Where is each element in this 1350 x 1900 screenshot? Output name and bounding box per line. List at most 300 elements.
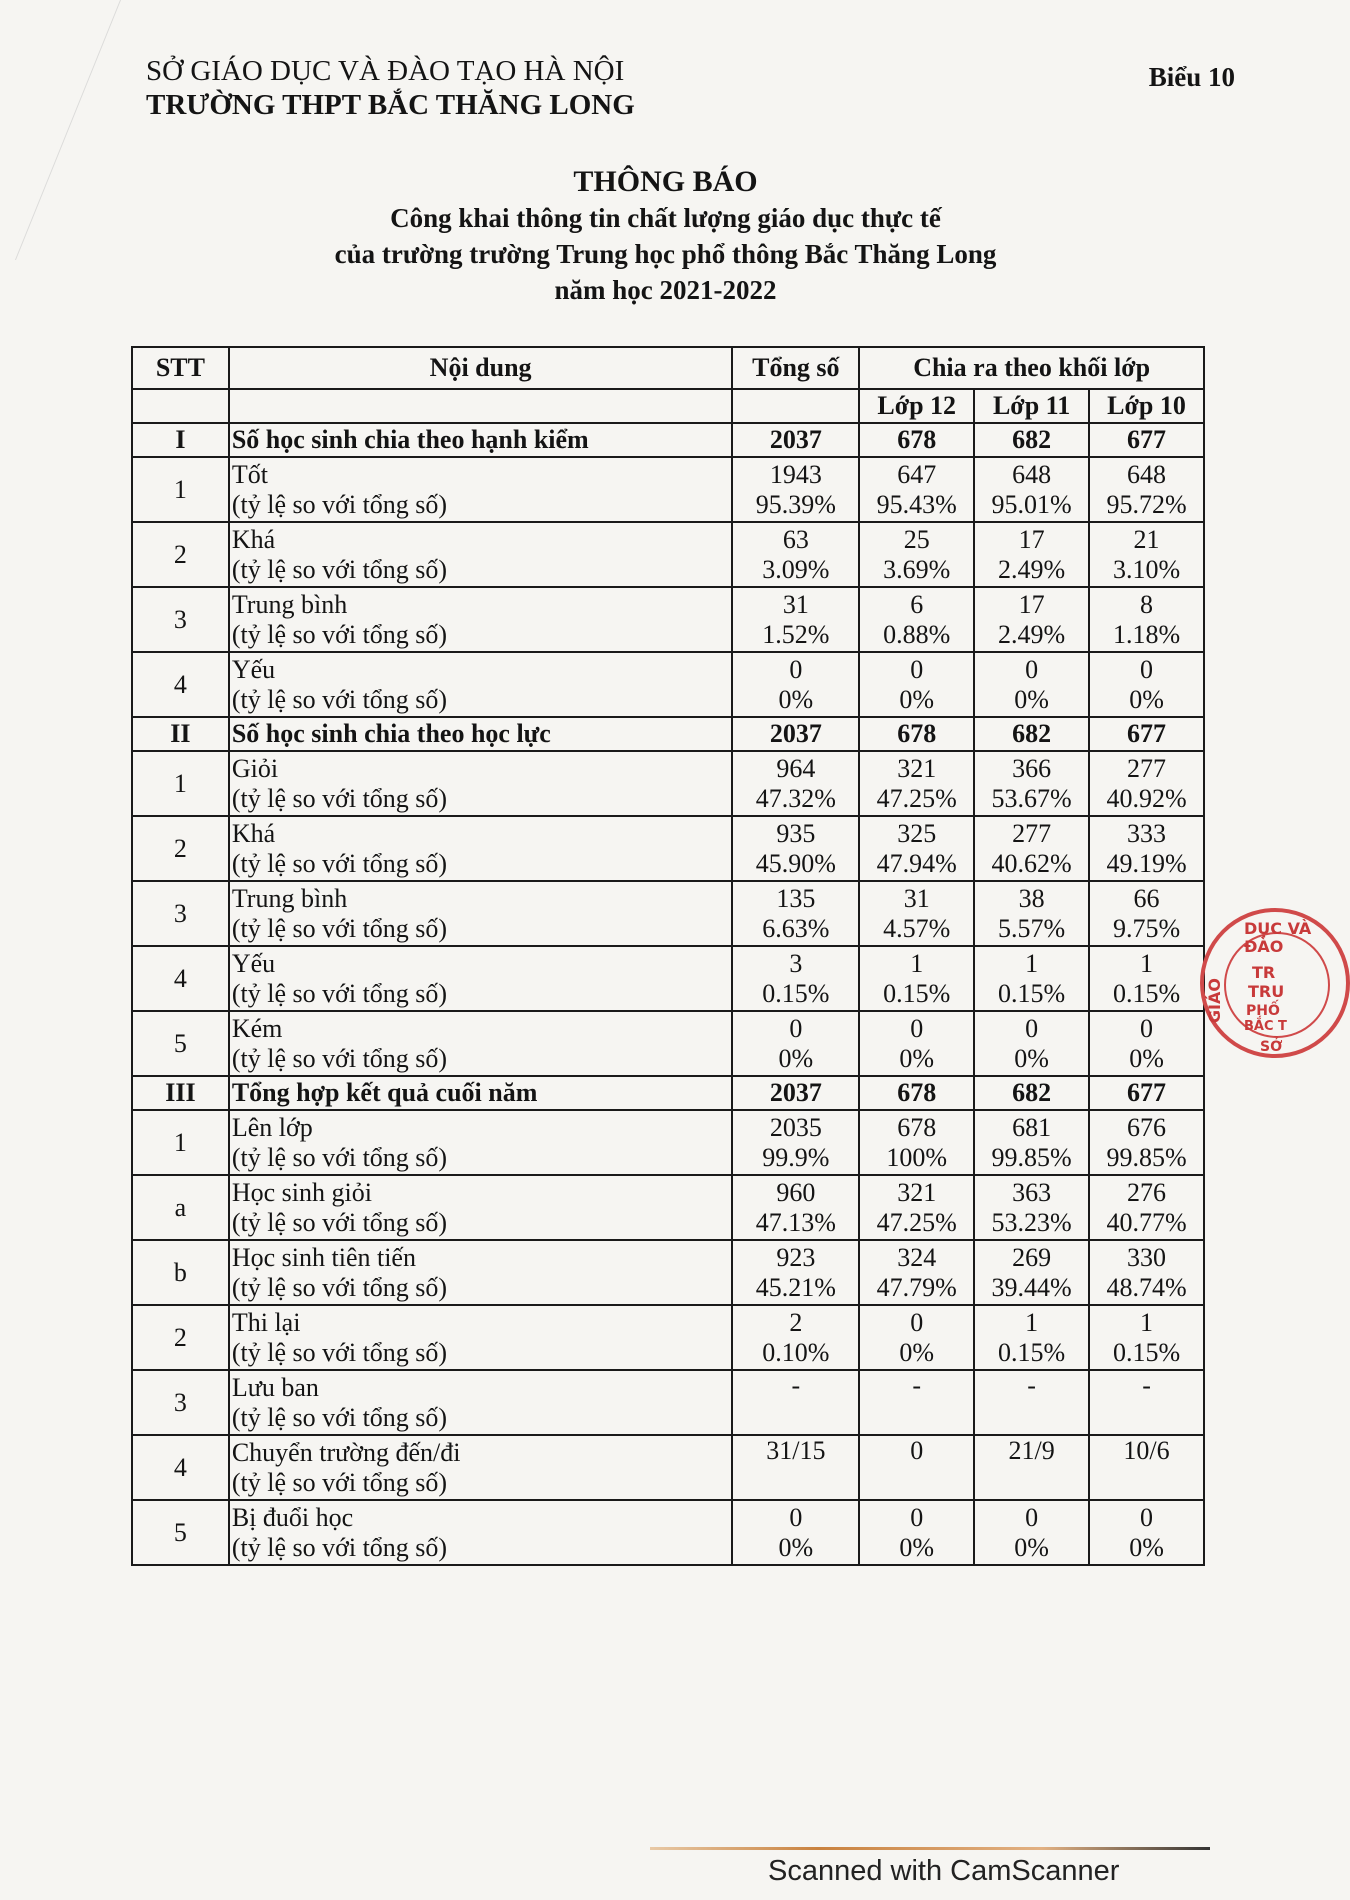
row-grade-cell: [1089, 751, 1204, 816]
table-row: [132, 1240, 1204, 1305]
count-value: 2: [789, 1307, 803, 1337]
row-sublabel: (tỷ lệ so với tổng số): [231, 1207, 448, 1237]
count-value: 325: [897, 818, 937, 848]
row-label: Trung bình: [231, 883, 348, 913]
section-grade-value: 678: [859, 423, 974, 457]
row-total-cell: [732, 816, 859, 881]
count-value: 1: [1140, 1307, 1154, 1337]
header-stt: STT: [132, 347, 229, 389]
count-value: 3: [789, 948, 803, 978]
seal-line-4: BẮC T: [1244, 1019, 1287, 1034]
row-grade-cell: [974, 881, 1089, 946]
percent-value: 47.79%: [876, 1272, 957, 1302]
row-content: [229, 946, 733, 1011]
row-label: Khá: [231, 524, 276, 554]
percent-value: 5.57%: [998, 913, 1066, 943]
count-value: 0: [910, 1307, 924, 1337]
row-total-cell: [732, 1011, 859, 1076]
row-stt: a: [132, 1175, 229, 1240]
percent-value: 0.15%: [762, 978, 830, 1008]
row-content: [229, 1435, 733, 1500]
percent-value: 1.52%: [762, 619, 830, 649]
percent-value: 47.32%: [755, 783, 836, 813]
section-label: Tổng hợp kết quả cuối năm: [229, 1076, 733, 1110]
row-total-cell: [732, 587, 859, 652]
count-value: 1943: [769, 459, 822, 489]
row-label: Kém: [231, 1013, 283, 1043]
count-value: 333: [1127, 818, 1167, 848]
percent-value: 99.85%: [991, 1142, 1072, 1172]
section-row: [132, 717, 1204, 751]
count-value: 0: [1140, 654, 1154, 684]
count-value: 648: [1012, 459, 1052, 489]
seal-arc-text: DỤC VÀ ĐÀO: [1244, 919, 1312, 956]
row-sublabel: (tỷ lệ so với tổng số): [231, 783, 448, 813]
count-value: 31: [903, 883, 930, 913]
row-grade-cell: [1089, 1175, 1204, 1240]
title-line-4: năm học 2021-2022: [554, 275, 777, 305]
percent-value: 0%: [778, 1043, 814, 1073]
section-grade-value: 678: [859, 1076, 974, 1110]
row-total-cell: [732, 522, 859, 587]
row-grade-cell: [859, 751, 974, 816]
row-grade-cell: [974, 1110, 1089, 1175]
row-grade-cell: [1089, 1110, 1204, 1175]
row-content: [229, 587, 733, 652]
table-row: [132, 751, 1204, 816]
row-grade-cell: [859, 881, 974, 946]
percent-value: 99.9%: [762, 1142, 830, 1172]
row-grade-cell: [974, 1240, 1089, 1305]
section-grade-value: 677: [1089, 1076, 1204, 1110]
row-grade-cell: [859, 816, 974, 881]
row-content: [229, 881, 733, 946]
row-stt: 3: [132, 587, 229, 652]
table-row: [132, 881, 1204, 946]
count-value: 648: [1127, 459, 1167, 489]
count-value: 0: [910, 654, 924, 684]
row-grade-cell: [974, 1500, 1089, 1565]
percent-value: 0%: [1129, 1532, 1164, 1562]
header-grade-10: Lớp 10: [1089, 389, 1204, 423]
row-grade-cell: [1089, 1305, 1204, 1370]
row-stt: 1: [132, 457, 229, 522]
percent-value: 9.75%: [1112, 913, 1181, 943]
percent-value: 0%: [1014, 684, 1049, 714]
row-label: Bị đuổi học: [231, 1502, 354, 1532]
scanner-watermark: Scanned with CamScanner: [768, 1855, 1120, 1887]
table-row: [132, 1435, 1204, 1500]
row-stt: 4: [132, 652, 229, 717]
row-sublabel: (tỷ lệ so với tổng số): [231, 848, 448, 878]
row-content: [229, 522, 733, 587]
percent-value: 45.21%: [755, 1272, 836, 1302]
percent-value: 47.13%: [755, 1207, 836, 1237]
official-red-seal: [1200, 908, 1350, 1058]
row-grade-cell: [859, 1240, 974, 1305]
row-grade-cell: [859, 1110, 974, 1175]
row-label: Tốt: [231, 459, 268, 489]
row-grade-cell: [974, 816, 1089, 881]
count-value: 1: [1025, 948, 1039, 978]
row-grade-cell: [1089, 457, 1204, 522]
count-value: 277: [1012, 818, 1052, 848]
count-value: 6: [910, 589, 924, 619]
count-value: 17: [1018, 589, 1045, 619]
count-value: 0: [789, 654, 803, 684]
row-total-cell: [732, 1240, 859, 1305]
row-grade-cell: [1089, 1500, 1204, 1565]
table-row: [132, 946, 1204, 1011]
count-value: 8: [1140, 589, 1154, 619]
row-grade-cell: [974, 1011, 1089, 1076]
percent-value: 0.15%: [998, 1337, 1066, 1367]
section-stt: III: [132, 1076, 229, 1110]
count-value: 135: [776, 883, 816, 913]
percent-value: 0%: [778, 684, 814, 714]
row-stt: 1: [132, 751, 229, 816]
count-value: 10/6: [1123, 1436, 1170, 1465]
row-grade-cell: [859, 1175, 974, 1240]
count-value: 0: [1025, 1013, 1039, 1043]
count-value: 324: [897, 1242, 937, 1272]
row-sublabel: (tỷ lệ so với tổng số): [231, 1467, 448, 1497]
count-value: 269: [1012, 1242, 1052, 1272]
percent-value: 53.23%: [991, 1207, 1072, 1237]
row-grade-cell: [859, 652, 974, 717]
percent-value: 40.62%: [991, 848, 1072, 878]
row-label: Yếu: [231, 654, 276, 684]
percent-value: 2.49%: [998, 619, 1066, 649]
count-value: 1: [910, 948, 924, 978]
table-row: [132, 1175, 1204, 1240]
row-content: [229, 751, 733, 816]
row-stt: 2: [132, 1305, 229, 1370]
row-grade-cell: [859, 587, 974, 652]
row-grade-cell: [859, 1305, 974, 1370]
seal-line-1: TR: [1252, 963, 1276, 982]
table-row: [132, 1370, 1204, 1435]
row-total-cell: [732, 1370, 859, 1435]
seal-line-3: PHỐ: [1246, 1003, 1280, 1019]
section-total: 2037: [732, 1076, 859, 1110]
percent-value: 53.67%: [991, 783, 1072, 813]
row-grade-cell: [974, 652, 1089, 717]
section-total: 2037: [732, 423, 859, 457]
row-content: [229, 816, 733, 881]
count-value: 330: [1127, 1242, 1167, 1272]
percent-value: 100%: [886, 1142, 948, 1172]
percent-value: 0%: [778, 1532, 814, 1562]
seal-left-text: GIÁO: [1205, 978, 1224, 1024]
section-grade-value: 682: [974, 717, 1089, 751]
header-content: Nội dung: [229, 347, 733, 389]
count-value: 276: [1127, 1177, 1167, 1207]
count-value: 1: [1140, 948, 1154, 978]
row-content: [229, 1011, 733, 1076]
percent-value: 3.69%: [883, 554, 951, 584]
section-grade-value: 678: [859, 717, 974, 751]
row-grade-cell: [1089, 1370, 1204, 1435]
section-grade-value: 677: [1089, 717, 1204, 751]
row-label: Giỏi: [231, 753, 279, 783]
header-grade-11: Lớp 11: [974, 389, 1089, 423]
row-grade-cell: [974, 1435, 1089, 1500]
count-value: 0: [789, 1502, 803, 1532]
percent-value: 0%: [1014, 1043, 1049, 1073]
row-label: Thi lại: [231, 1307, 301, 1337]
row-grade-cell: [859, 946, 974, 1011]
percent-value: 95.39%: [755, 489, 836, 519]
row-sublabel: (tỷ lệ so với tổng số): [231, 1043, 448, 1073]
percent-value: 40.92%: [1106, 783, 1187, 813]
row-grade-cell: [1089, 652, 1204, 717]
percent-value: 0.10%: [762, 1337, 830, 1367]
title-line-2: Công khai thông tin chất lượng giáo dục thực tế: [390, 203, 941, 233]
percent-value: 49.19%: [1106, 848, 1187, 878]
education-quality-table: [131, 346, 1205, 1566]
row-sublabel: (tỷ lệ so với tổng số): [231, 489, 448, 519]
table-row: [132, 816, 1204, 881]
row-sublabel: (tỷ lệ so với tổng số): [231, 1532, 448, 1562]
table-row: [132, 1110, 1204, 1175]
count-value: 0: [910, 1013, 924, 1043]
table-row: [132, 1011, 1204, 1076]
count-value: 0: [1140, 1013, 1154, 1043]
row-grade-cell: [1089, 1240, 1204, 1305]
row-grade-cell: [974, 1175, 1089, 1240]
scan-footer-rule: [650, 1847, 1210, 1850]
row-sublabel: (tỷ lệ so với tổng số): [231, 1272, 448, 1302]
percent-value: 0%: [899, 1532, 935, 1562]
row-stt: 4: [132, 946, 229, 1011]
row-grade-cell: [974, 1370, 1089, 1435]
table-row: [132, 457, 1204, 522]
count-value: 25: [903, 524, 930, 554]
row-grade-cell: [1089, 946, 1204, 1011]
count-value: 2035: [769, 1112, 822, 1142]
count-value: 17: [1018, 524, 1045, 554]
count-value: 21/9: [1008, 1436, 1055, 1465]
row-total-cell: [732, 457, 859, 522]
row-label: Lên lớp: [231, 1112, 313, 1142]
count-value: -: [1027, 1371, 1036, 1400]
count-value: 21: [1133, 524, 1160, 554]
section-label: Số học sinh chia theo hạnh kiểm: [229, 423, 733, 457]
row-stt: 3: [132, 881, 229, 946]
section-grade-value: 682: [974, 423, 1089, 457]
row-total-cell: [732, 1175, 859, 1240]
percent-value: 0.15%: [998, 978, 1066, 1008]
percent-value: 2.49%: [998, 554, 1066, 584]
row-label: Yếu: [231, 948, 276, 978]
row-grade-cell: [974, 457, 1089, 522]
header-grade-split: Chia ra theo khối lớp: [859, 347, 1204, 389]
row-grade-cell: [974, 751, 1089, 816]
row-sublabel: (tỷ lệ so với tổng số): [231, 978, 448, 1008]
percent-value: 95.72%: [1106, 489, 1187, 519]
row-sublabel: (tỷ lệ so với tổng số): [231, 1402, 448, 1432]
section-row: [132, 423, 1204, 457]
row-content: [229, 652, 733, 717]
row-label: Học sinh giỏi: [231, 1177, 372, 1207]
row-grade-cell: [974, 587, 1089, 652]
table-row: [132, 1500, 1204, 1565]
count-value: 321: [897, 753, 937, 783]
table-row: [132, 522, 1204, 587]
row-grade-cell: [1089, 816, 1204, 881]
count-value: 1: [1025, 1307, 1039, 1337]
count-value: 676: [1127, 1112, 1167, 1142]
percent-value: 0.15%: [1112, 1337, 1181, 1367]
percent-value: 4.57%: [883, 913, 951, 943]
percent-value: 3.10%: [1112, 554, 1181, 584]
section-stt: I: [132, 423, 229, 457]
row-grade-cell: [859, 1500, 974, 1565]
percent-value: 0%: [899, 684, 935, 714]
count-value: 31/15: [766, 1436, 826, 1465]
section-grade-value: 677: [1089, 423, 1204, 457]
count-value: 923: [776, 1242, 816, 1272]
percent-value: 0.15%: [1112, 978, 1181, 1008]
table-subheader-row: [132, 389, 1204, 423]
row-grade-cell: [1089, 1435, 1204, 1500]
row-total-cell: [732, 1435, 859, 1500]
row-sublabel: (tỷ lệ so với tổng số): [231, 913, 448, 943]
percent-value: 48.74%: [1106, 1272, 1187, 1302]
school-name: TRƯỜNG THPT BẮC THĂNG LONG: [146, 89, 635, 121]
subheader-empty: [229, 389, 733, 423]
percent-value: 99.85%: [1106, 1142, 1187, 1172]
count-value: 0: [910, 1502, 924, 1532]
title-line-3: của trường trường Trung học phổ thông Bắc Thăng Long: [334, 239, 997, 269]
table-header-row: [132, 347, 1204, 389]
percent-value: 0%: [899, 1043, 935, 1073]
row-grade-cell: [859, 522, 974, 587]
row-total-cell: [732, 1500, 859, 1565]
count-value: 31: [782, 589, 809, 619]
row-stt: b: [132, 1240, 229, 1305]
row-stt: 2: [132, 816, 229, 881]
row-stt: 2: [132, 522, 229, 587]
row-grade-cell: [859, 457, 974, 522]
row-stt: 1: [132, 1110, 229, 1175]
row-stt: 3: [132, 1370, 229, 1435]
percent-value: 0.15%: [883, 978, 951, 1008]
section-row: [132, 1076, 1204, 1110]
percent-value: 6.63%: [762, 913, 830, 943]
header-total: Tổng số: [732, 347, 859, 389]
section-grade-value: 682: [974, 1076, 1089, 1110]
percent-value: 0%: [1129, 1043, 1164, 1073]
row-total-cell: [732, 946, 859, 1011]
count-value: -: [1142, 1371, 1151, 1400]
row-grade-cell: [859, 1370, 974, 1435]
percent-value: 0.88%: [883, 619, 951, 649]
count-value: 0: [789, 1013, 803, 1043]
document-title: [0, 164, 1331, 308]
count-value: 366: [1012, 753, 1052, 783]
row-content: [229, 1175, 733, 1240]
row-content: [229, 1370, 733, 1435]
row-total-cell: [732, 1305, 859, 1370]
row-label: Lưu ban: [231, 1372, 319, 1402]
subheader-empty: [132, 389, 229, 423]
count-value: -: [791, 1371, 801, 1400]
title-line-1: THÔNG BÁO: [573, 165, 758, 198]
row-sublabel: (tỷ lệ so với tổng số): [231, 619, 448, 649]
row-grade-cell: [1089, 1011, 1204, 1076]
count-value: 38: [1018, 883, 1045, 913]
row-label: Học sinh tiên tiến: [231, 1242, 416, 1272]
percent-value: 47.25%: [876, 783, 957, 813]
percent-value: 47.94%: [876, 848, 957, 878]
count-value: 681: [1012, 1112, 1052, 1142]
department-name: SỞ GIÁO DỤC VÀ ĐÀO TẠO HÀ NỘI: [146, 55, 625, 87]
percent-value: 47.25%: [876, 1207, 957, 1237]
row-sublabel: (tỷ lệ so với tổng số): [231, 1142, 448, 1172]
row-content: [229, 1240, 733, 1305]
row-stt: 4: [132, 1435, 229, 1500]
percent-value: 0%: [1014, 1532, 1049, 1562]
section-label: Số học sinh chia theo học lực: [229, 717, 733, 751]
row-total-cell: [732, 652, 859, 717]
row-sublabel: (tỷ lệ so với tổng số): [231, 1337, 448, 1367]
row-grade-cell: [859, 1435, 974, 1500]
row-total-cell: [732, 881, 859, 946]
row-label: Trung bình: [231, 589, 348, 619]
percent-value: 3.09%: [762, 554, 830, 584]
row-stt: 5: [132, 1500, 229, 1565]
row-grade-cell: [974, 946, 1089, 1011]
row-content: [229, 1500, 733, 1565]
row-grade-cell: [1089, 587, 1204, 652]
count-value: -: [912, 1371, 922, 1400]
percent-value: 95.43%: [876, 489, 957, 519]
count-value: 964: [776, 753, 816, 783]
percent-value: 40.77%: [1106, 1207, 1187, 1237]
header-grade-12: Lớp 12: [859, 389, 974, 423]
percent-value: 1.18%: [1112, 619, 1181, 649]
percent-value: 0%: [899, 1337, 935, 1367]
count-value: 63: [782, 524, 809, 554]
row-stt: 5: [132, 1011, 229, 1076]
count-value: 678: [897, 1112, 937, 1142]
table-row: [132, 652, 1204, 717]
row-sublabel: (tỷ lệ so với tổng số): [231, 554, 448, 584]
count-value: 0: [1025, 1502, 1039, 1532]
row-total-cell: [732, 751, 859, 816]
row-content: [229, 1110, 733, 1175]
row-content: [229, 457, 733, 522]
row-label: Chuyển trường đến/đi: [231, 1437, 461, 1467]
count-value: 0: [1140, 1502, 1154, 1532]
count-value: 277: [1127, 753, 1167, 783]
row-grade-cell: [974, 522, 1089, 587]
seal-bottom-text: SỞ: [1260, 1039, 1283, 1055]
row-grade-cell: [974, 1305, 1089, 1370]
percent-value: 39.44%: [991, 1272, 1072, 1302]
percent-value: 95.01%: [991, 489, 1072, 519]
count-value: 0: [1025, 654, 1039, 684]
row-content: [229, 1305, 733, 1370]
seal-line-2: TRU: [1248, 982, 1285, 1001]
percent-value: 0%: [1129, 684, 1164, 714]
row-grade-cell: [859, 1011, 974, 1076]
row-grade-cell: [1089, 522, 1204, 587]
section-stt: II: [132, 717, 229, 751]
count-value: 66: [1133, 883, 1160, 913]
